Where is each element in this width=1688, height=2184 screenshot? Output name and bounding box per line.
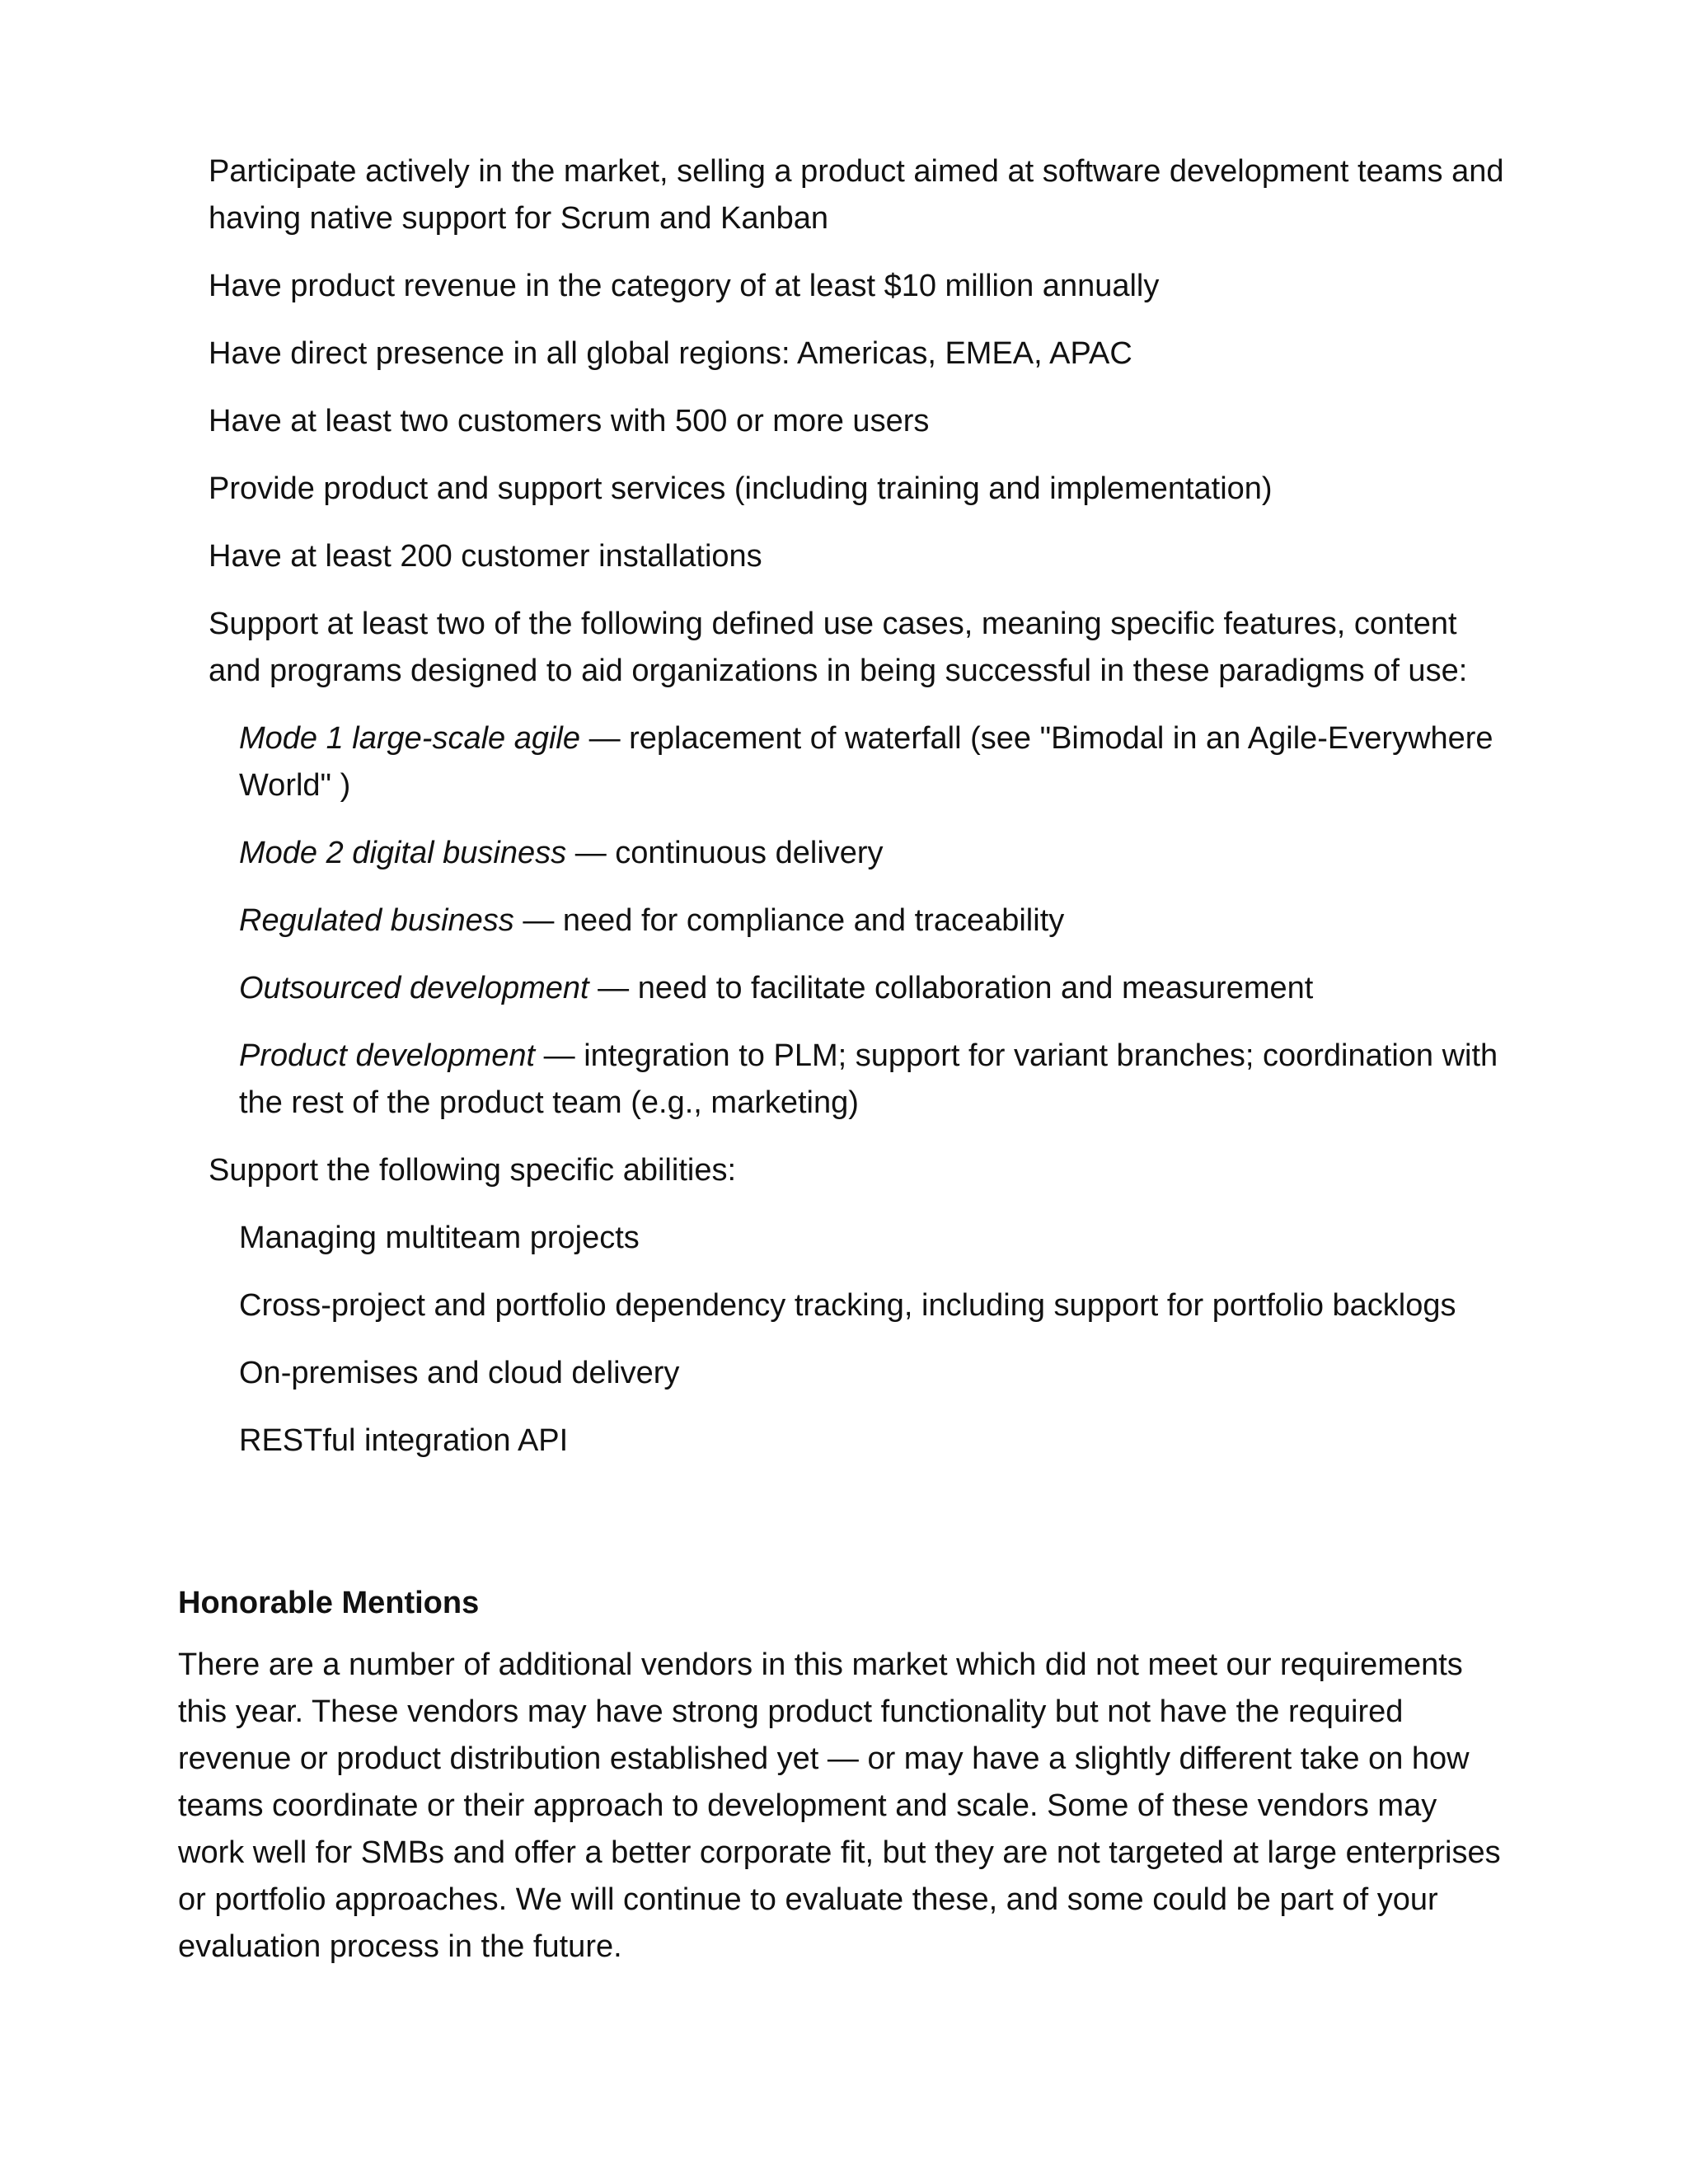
use-case-term: Product development	[239, 1038, 536, 1073]
use-cases-intro: Support at least two of the following defined use cases, meaning specific features, content and programs designed to aid organizations in being successful in these paradigms of use:	[209, 607, 1468, 688]
inclusion-criteria-list	[209, 148, 1511, 1485]
use-case-item	[239, 965, 1511, 1012]
criteria-item: Have at least 200 customer installations	[209, 539, 762, 574]
criteria-item: Have direct presence in all global regions: Americas, EMEA, APAC	[209, 336, 1132, 371]
criteria-item: Provide product and support services (including training and implementation)	[209, 471, 1273, 506]
use-cases-list	[239, 715, 1511, 1127]
ability-item: Cross-project and portfolio dependency tracking, including support for portfolio backlogs	[239, 1288, 1456, 1323]
criteria-item: Have at least two customers with 500 or more users	[209, 404, 930, 438]
use-case-description: — replacement of waterfall (see "Bimodal in an Agile-Everywhere World" )	[239, 721, 1493, 803]
ability-item: On-premises and cloud delivery	[239, 1356, 680, 1390]
use-case-term: Mode 1 large-scale agile	[239, 721, 581, 756]
use-case-item	[239, 830, 1511, 877]
abilities-intro: Support the following specific abilities:	[209, 1153, 737, 1188]
ability-item: RESTful integration API	[239, 1423, 569, 1458]
use-case-term: Regulated business	[239, 903, 514, 938]
use-case-description: — integration to PLM; support for variant branches; coordination with the rest of the product team (e.g., marketing)	[239, 1038, 1498, 1120]
criteria-item: Have product revenue in the category of at least $10 million annually	[209, 269, 1160, 303]
ability-item: Managing multiteam projects	[239, 1221, 640, 1255]
abilities-list	[239, 1215, 1511, 1465]
use-case-description: — need to facilitate collaboration and measurement	[588, 971, 1314, 1005]
use-case-description: — continuous delivery	[566, 836, 884, 870]
use-case-term: Outsourced development	[239, 971, 589, 1005]
criteria-item: Participate actively in the market, selling a product aimed at software development teams and having native support for Scrum and Kanban	[209, 154, 1504, 236]
criteria-item-use-cases	[209, 601, 1511, 1127]
use-case-item	[239, 898, 1511, 944]
use-case-description: — need for compliance and traceability	[513, 903, 1065, 938]
use-case-item	[239, 1033, 1511, 1127]
honorable-mentions-heading: Honorable Mentions	[178, 1586, 480, 1620]
criteria-item-abilities	[209, 1147, 1511, 1465]
use-case-term: Mode 2 digital business	[239, 836, 567, 870]
honorable-mentions-paragraph: There are a number of additional vendors in this market which did not meet our requirements this year. These vendors may have strong product functionality but not have the required revenue or product distribution established yet — or may have a slightly different take on how teams coordinate or their approach to development and scale. Some of these vendors may work well for SMBs and offer a better corporate fit, but they are not targeted at large enterprises or portfolio approaches. We will continue to evaluate these, and some could be part of your evaluation process in the future.	[178, 1647, 1501, 1964]
use-case-item	[239, 715, 1511, 809]
